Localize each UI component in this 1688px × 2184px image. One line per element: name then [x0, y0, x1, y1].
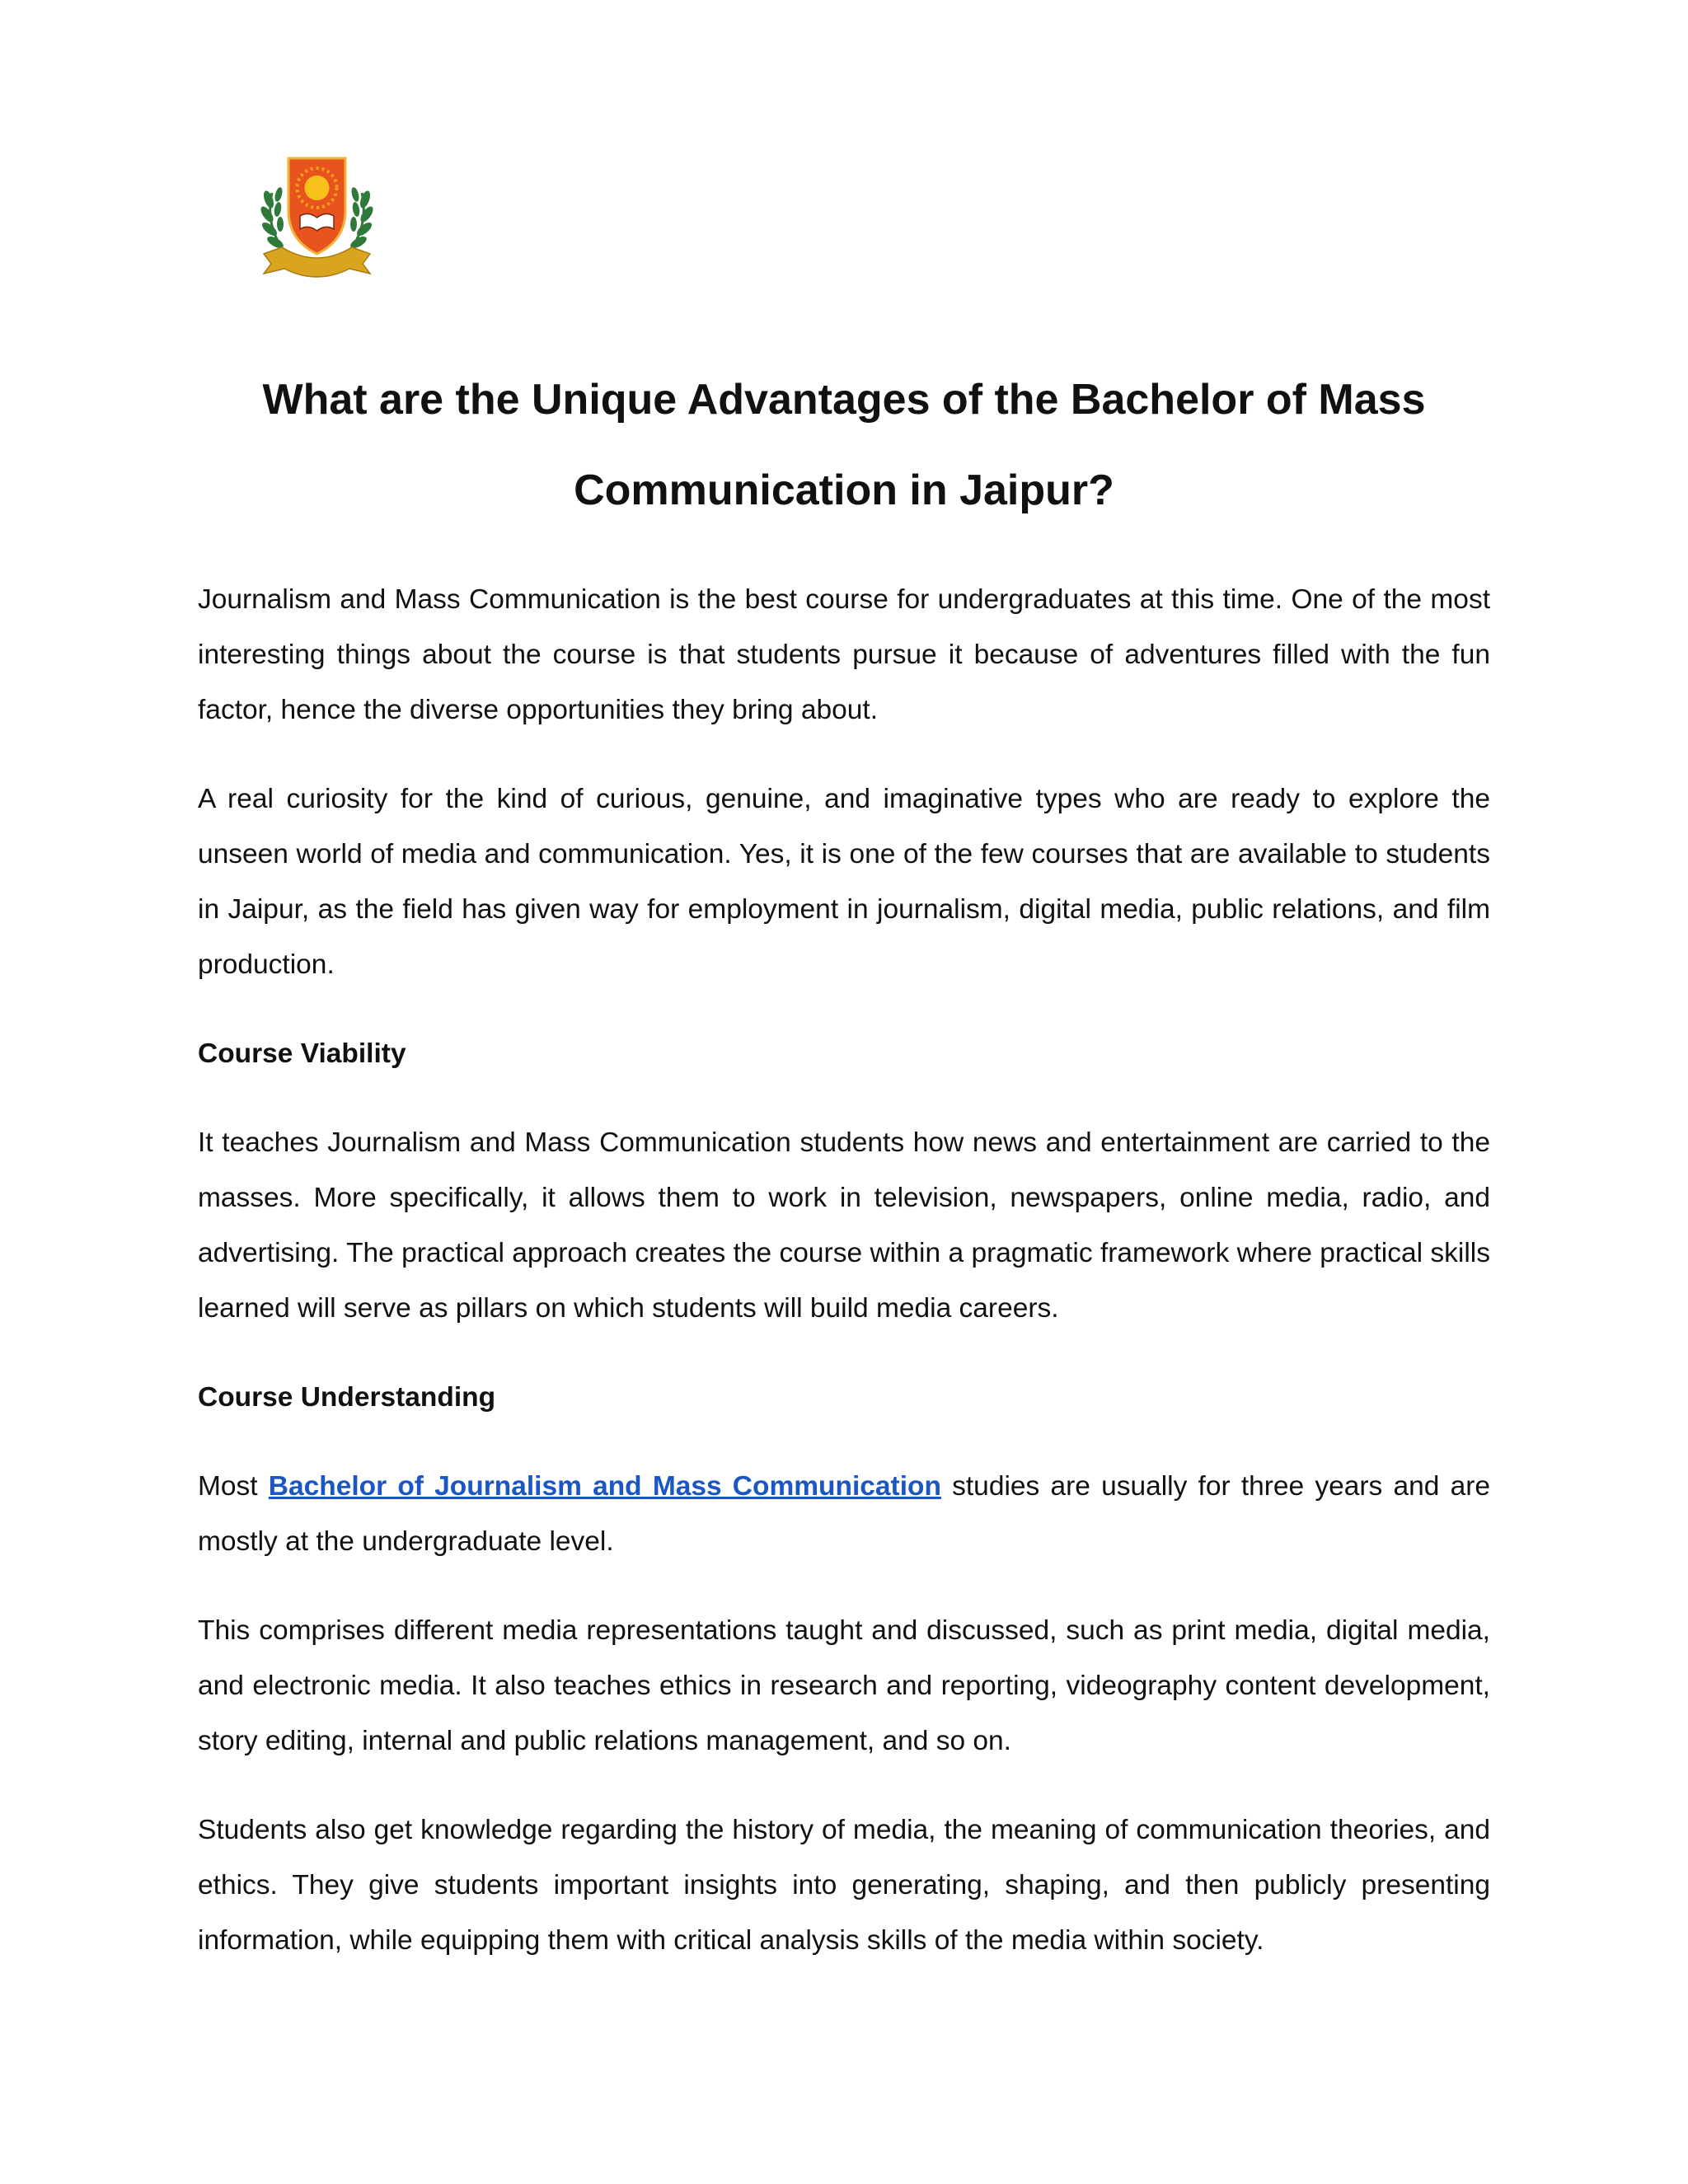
- paragraph-duration: [198, 1459, 1490, 1569]
- paragraph-curiosity: A real curiosity for the kind of curious, genuine, and imaginative types who are ready to explore the unseen world of media and communication. Yes, it is one of the few courses that are available to students in Jaipur, as the field has given way for employment in journalism, digital media, public relations, and film production.: [198, 784, 1490, 980]
- document-title: What are the Unique Advantages of the Bachelor of Mass Communication in Jaipur?: [262, 376, 1426, 514]
- heading-course-viability: Course Viability: [198, 1038, 406, 1069]
- paragraph-intro: Journalism and Mass Communication is the best course for undergraduates at this time. One of the most interesting things about the course is that students pursue it because of adventures filled with the fun factor, hence the diverse opportunities they bring about.: [198, 584, 1490, 725]
- paragraph-duration-tail: studies are usually for three years and are mostly at the undergraduate level.: [198, 1471, 1490, 1557]
- paragraph-curriculum: This comprises different media representations taught and discussed, such as print media, digital media, and electronic media. It also teaches ethics in research and reporting, videography content development, story editing, internal and public relations management, and so on.: [198, 1615, 1490, 1756]
- laurel-left-icon: [259, 186, 285, 252]
- university-crest-logo: [257, 153, 377, 282]
- document-body: [198, 572, 1490, 1968]
- laurel-right-icon: [349, 186, 375, 252]
- paragraph-duration-lead: Most: [198, 1471, 269, 1502]
- bjmc-course-link[interactable]: Bachelor of Journalism and Mass Communication: [268, 1471, 941, 1502]
- paragraph-viability: It teaches Journalism and Mass Communication students how news and entertainment are carried to the masses. More specifically, it allows them to work in television, newspapers, online media, radio, and advertising. The practical approach creates the course within a pragmatic framework where practical skills learned will serve as pillars on which students will build media careers.: [198, 1127, 1490, 1324]
- paragraph-knowledge: Students also get knowledge regarding the history of media, the meaning of communication theories, and ethics. They give students important insights into generating, shaping, and then publicly presenting information, while equipping them with critical analysis skills of the media within society.: [198, 1815, 1490, 1956]
- heading-course-understanding: Course Understanding: [198, 1382, 496, 1413]
